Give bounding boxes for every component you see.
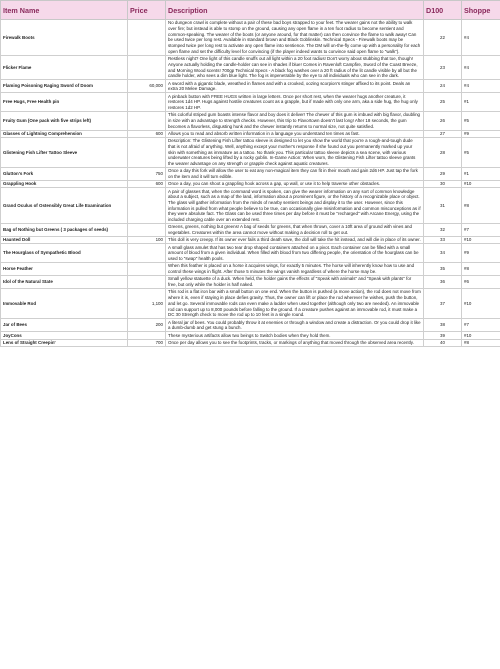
item-shoppe: #5	[462, 137, 500, 167]
item-shoppe: #8	[462, 263, 500, 276]
table-row	[1, 339, 500, 346]
item-description: Description: The Glistening Fish Lifter tattoo sleeve is designed to let you show the world that you're a rough-and-tough dude that is not afraid of anything. Well, anything except your mother's response if she found out you permanently marked up your skin with something as immature as a tattoo. No thank you. This particular tattoo sleeve depicts a sea scene, with various underwater creatures being lifted by a rocky goblin. In-Game Action: When worn, the Glistening Fish Lifter tattoo sleeve grants the wearer advantage on any strength or grapple check against aquatic creatures.	[166, 137, 424, 167]
item-name: Bag of Nothing but Greens ( 3 packages of seeds)	[1, 224, 128, 237]
item-price: 600	[128, 130, 166, 137]
header-item-name: Item Name	[1, 1, 128, 20]
item-name: JoyCons	[1, 332, 128, 339]
item-shoppe: #4	[462, 80, 500, 93]
table-row	[1, 137, 500, 167]
item-name: Jar of Bees	[1, 319, 128, 332]
table-row	[1, 237, 500, 244]
item-d100: 38	[424, 319, 462, 332]
table-row	[1, 276, 500, 289]
item-shoppe: #4	[462, 55, 500, 79]
table-row	[1, 80, 500, 93]
item-name: Horse Feather	[1, 263, 128, 276]
item-description: Small yellow statuette of a duck. When held, the holder gains the effects of "Speak with animals" and "Speak with plants" for free, but only while the holder is half naked.	[166, 276, 424, 289]
table-row	[1, 55, 500, 79]
item-d100: 25	[424, 93, 462, 112]
table-row	[1, 188, 500, 224]
table-row	[1, 244, 500, 263]
item-name: Haunted Doll	[1, 237, 128, 244]
item-description: Allows you to read and absorb written information in a language you understand ten times as fast.	[166, 130, 424, 137]
table-row	[1, 263, 500, 276]
item-price	[128, 332, 166, 339]
item-price: 100	[128, 237, 166, 244]
item-description: This doll is very creepy. If its owner ever fails a third death save, the doll will take the hit instead, and will die in place of its owner.	[166, 237, 424, 244]
item-name: Firewalk Boots	[1, 20, 128, 56]
item-shoppe: #7	[462, 319, 500, 332]
item-shoppe: #5	[462, 111, 500, 130]
item-description: A literal jar of bees. You could probably throw it at enemies or through a window and create a distraction. Or you could drop it like a dumb-dumb and get stung a bunch.	[166, 319, 424, 332]
item-shoppe: #9	[462, 244, 500, 263]
item-name: Lens of Straight Creepin'	[1, 339, 128, 346]
item-d100: 34	[424, 244, 462, 263]
item-price	[128, 20, 166, 56]
table-row	[1, 93, 500, 112]
item-price: 1,100	[128, 289, 166, 319]
item-price: 600	[128, 181, 166, 188]
item-shoppe: #8	[462, 188, 500, 224]
item-shoppe: #6	[462, 276, 500, 289]
item-d100: 37	[424, 289, 462, 319]
item-description: Restless night? One light of this candle snuffs out all light within a 20 foot radius! Don't worry about stubbing that toe, though! Anyone actually holding the candle-holder can see in shades if blue! Comes in Ravenloft Campfire, Sword of the Coast Breeze, and Morning Wood scents! 700gp Technical Specs - A black fog washes over a 20 ft radius of the lit candle visible by all but the candle holder, who sees a dim blue light. The fog is impenetrable by the eye to all individuals who can see in the dark.	[166, 55, 424, 79]
header-shoppe: Shoppe	[462, 1, 500, 20]
item-price	[128, 224, 166, 237]
item-d100: 22	[424, 20, 462, 56]
item-price: 200	[128, 319, 166, 332]
header-description: Description	[166, 1, 424, 20]
table-row	[1, 289, 500, 319]
item-description: A sword with a gigantic blade, wreathed in flames and with a crooked, oozing scorpion's stinger affixed to its point. Deals an extra 20 Melee Damage.	[166, 80, 424, 93]
item-d100: 39	[424, 332, 462, 339]
item-shoppe: #1	[462, 168, 500, 181]
item-name: Grand Oculus of Ostensibly Great Life Examination	[1, 188, 128, 224]
header-d100: D100	[424, 1, 462, 20]
item-description: Greens, greens, nothing but greens! A bag of seeds for greens, that when thrown, cover a 10ft area of ground with vines and vegetables. Creatures within the area cannot move without making a decision roll to get out.	[166, 224, 424, 237]
table-row	[1, 332, 500, 339]
item-price	[128, 111, 166, 130]
item-shoppe: #7	[462, 224, 500, 237]
item-description: A pair of glasses that, when the command word is spoken, can give the wearer information on any sort of common knowledge about a subject, such as a map of the land, information about a prominent figure, or the history of a recognizable place or object. The glass will gather information from the minds of nearby sentient beings and display it to the user. However, since this information is pulled from what people believe to be true, can occasionally give misinformation and common misconceptions as if they were absolute fact. The Glass can be used three times per day before it must be "recharged" with Arcane Energy, using the included charging cable over an extended rest.	[166, 188, 424, 224]
item-shoppe: #10	[462, 332, 500, 339]
item-name: Glasses of Lightning Comprehension	[1, 130, 128, 137]
item-description: This rod is a flat iron bar with a small button on one end. When the button is pushed (a move action), the rod does not move from where it is, even if staying in place defies gravity. Thus, the owner can lift or place the rod wherever he wishes, push the button, and let go. Several immovable rods can even make a ladder when used together (although only two are needed). An immovable rod can support up to 8,000 pounds before falling to the ground. If a creature pushes against an immovable rod, it must make a DC 30 Strength check to move the rod up to 10 feet in a single round.	[166, 289, 424, 319]
item-description: Once a day, you can shoot a grappling hook across a gap, up wall, or use it to help traverse other obstacles.	[166, 181, 424, 188]
item-description: This colorful striped gum boasts intense flavor and boy does it deliver! The chewer of this gum is imbued with big flavor, doubling in size with an advantage to strength checks. However, this trip to Flavortown doesn't last long! After 18 seconds, the gum becomes a flavorless, disgusting hunk and the chewer instantly returns to normal size, not quite satisfied.	[166, 111, 424, 130]
item-description: A pinback button with FREE HUGS written in large letters. Once per short rest, when the wearer hugs another creature, it restores 1d4 HP. Hugs against hostile creatures count as a grapple, but if made with only one arm, aka a side hug, the hug only restores 1d2 HP.	[166, 93, 424, 112]
item-description: Once a day this fork will allow the user to eat any non-magical item they can fit in their mouth and gain 2d6 HP. Just tap the fork on the item and it will turn edible.	[166, 168, 424, 181]
item-d100: 30	[424, 181, 462, 188]
item-name: Glistening Fish Lifter Tattoo Sleeve	[1, 137, 128, 167]
item-description: These mysterious artifacts allow two beings to Switch bodies when they hold them.	[166, 332, 424, 339]
item-d100: 33	[424, 237, 462, 244]
item-name: Glutton's Fork	[1, 168, 128, 181]
item-shoppe: #9	[462, 130, 500, 137]
table-row	[1, 168, 500, 181]
item-d100: 28	[424, 137, 462, 167]
item-description: When this feather is placed on a horse it acquires wings, for exactly 5 minutes. The horse will inherently know how to use and control these wings in flight. After those 5 minutes the wings vanish regardless of where the horse may be.	[166, 263, 424, 276]
item-price: 750	[128, 168, 166, 181]
item-d100: 27	[424, 130, 462, 137]
item-name: Immovable Rod	[1, 289, 128, 319]
table-row	[1, 319, 500, 332]
item-shoppe: #10	[462, 289, 500, 319]
item-name: Fruity Gum (One pack with five strips left)	[1, 111, 128, 130]
item-d100: 36	[424, 276, 462, 289]
item-shoppe: #1	[462, 93, 500, 112]
header-row	[1, 1, 500, 20]
item-price	[128, 244, 166, 263]
table-row	[1, 224, 500, 237]
item-price	[128, 276, 166, 289]
item-d100: 26	[424, 111, 462, 130]
table-row	[1, 130, 500, 137]
item-d100: 32	[424, 224, 462, 237]
item-d100: 23	[424, 55, 462, 79]
table-row	[1, 181, 500, 188]
item-description: Once per day allows you to see the footprints, tracks, or markings of anything that moved through the observed area recently.	[166, 339, 424, 346]
item-d100: 31	[424, 188, 462, 224]
item-price	[128, 263, 166, 276]
item-d100: 40	[424, 339, 462, 346]
item-name: Idol of the Natural State	[1, 276, 128, 289]
table-row	[1, 20, 500, 56]
item-shoppe: #10	[462, 237, 500, 244]
item-price	[128, 188, 166, 224]
item-name: Flaming Poisoning Raging Sword of Doom	[1, 80, 128, 93]
item-shoppe: #8	[462, 339, 500, 346]
header-price: Price	[128, 1, 166, 20]
item-name: Free Hugs, Free Health pin	[1, 93, 128, 112]
item-price	[128, 93, 166, 112]
item-price: 60,000	[128, 80, 166, 93]
item-d100: 29	[424, 168, 462, 181]
item-d100: 24	[424, 80, 462, 93]
item-d100: 35	[424, 263, 462, 276]
item-name: Grappling Hook	[1, 181, 128, 188]
item-name: Flicker Flame	[1, 55, 128, 79]
item-price	[128, 137, 166, 167]
item-description: A small glass amulet that has two tear drop shaped containers attached on a pivot. Each container can be filled with a small amount of blood from a given individual. When filled with blood from two differing people, the orientation of the hourglass can be used to "swap" health pools.	[166, 244, 424, 263]
item-price: 700	[128, 339, 166, 346]
item-name: The Hourglass of Sympathetic Blood	[1, 244, 128, 263]
table-row	[1, 111, 500, 130]
item-price	[128, 55, 166, 79]
item-shoppe: #4	[462, 20, 500, 56]
item-shoppe: #10	[462, 181, 500, 188]
item-description: No dungeon crawl is complete without a pair of these bad boys strapped to your feet. The wearer gains not the ability to walk over fire; but instead is able to stomp on the ground, causing any open flame in a ten foot radius to become sentient and common-speaking. The wearer of the boots (or anyone around, for that matter) can then convince the flame to walk away! Can be used twice per long rest. Available in standard brown and Black Goblinskin. Technical Specs - Firewalk boots may be stomped twice per long rest to activate any open flame into sentience. The DM will on-the-fly come up with a personality for each open flame and set the difficulty level for convincing (if the player indeed wants to convince said open flame to "walk").	[166, 20, 424, 56]
